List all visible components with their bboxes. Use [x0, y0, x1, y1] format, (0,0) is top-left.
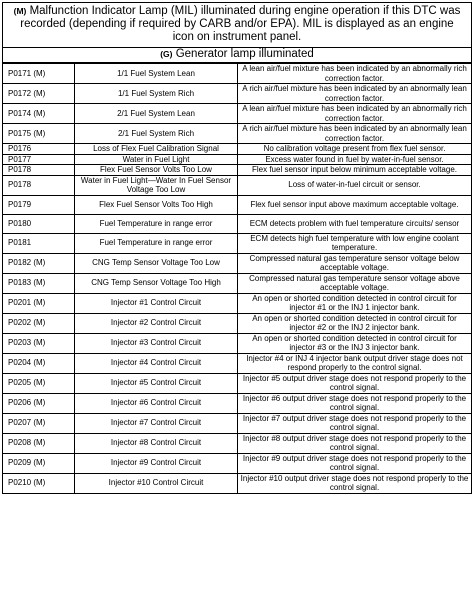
dtc-description: Injector #4 or INJ 4 injector bank output driver stage does not respond properly to the control signal.	[238, 353, 472, 373]
table-row	[3, 175, 472, 195]
dtc-description: Loss of water-in-fuel circuit or sensor.	[238, 175, 472, 195]
dtc-description: Flex fuel sensor input above maximum acceptable voltage.	[238, 195, 472, 214]
dtc-name: Flex Fuel Sensor Volts Too Low	[75, 165, 238, 176]
dtc-name: Injector #8 Control Circuit	[75, 433, 238, 453]
table-row	[3, 273, 472, 293]
table-row	[3, 214, 472, 233]
dtc-code: P0178	[3, 175, 75, 195]
dtc-name: Injector #3 Control Circuit	[75, 333, 238, 353]
dtc-description: An open or shorted condition detected in control circuit for injector #2 or the INJ 2 injector bank.	[238, 313, 472, 333]
dtc-code: P0210 (M)	[3, 473, 75, 493]
dtc-name: Injector #6 Control Circuit	[75, 393, 238, 413]
dtc-description: A rich air/fuel mixture has been indicated by an abnormally lean correction factor.	[238, 84, 472, 104]
dtc-code: P0205 (M)	[3, 373, 75, 393]
dtc-name: Flex Fuel Sensor Volts Too High	[75, 195, 238, 214]
dtc-description: No calibration voltage present from flex fuel sensor.	[238, 144, 472, 155]
dtc-code: P0181	[3, 233, 75, 253]
dtc-code: P0209 (M)	[3, 453, 75, 473]
dtc-code: P0204 (M)	[3, 353, 75, 373]
dtc-code: P0201 (M)	[3, 293, 75, 313]
dtc-code: P0171 (M)	[3, 64, 75, 84]
table-row	[3, 195, 472, 214]
table-row	[3, 165, 472, 176]
table-row	[3, 124, 472, 144]
table-row	[3, 373, 472, 393]
dtc-description: Injector #10 output driver stage does not respond properly to the control signal.	[238, 473, 472, 493]
dtc-description: Compressed natural gas temperature sensor voltage below acceptable voltage.	[238, 253, 472, 273]
table-row	[3, 154, 472, 165]
dtc-name: Fuel Temperature in range error	[75, 214, 238, 233]
dtc-description: A lean air/fuel mixture has been indicated by an abnormally rich correction factor.	[238, 104, 472, 124]
dtc-code: P0175 (M)	[3, 124, 75, 144]
dtc-name: Loss of Flex Fuel Calibration Signal	[75, 144, 238, 155]
dtc-table	[2, 63, 472, 494]
generator-description: Generator lamp illuminated	[175, 48, 314, 60]
dtc-code: P0179	[3, 195, 75, 214]
dtc-code: P0174 (M)	[3, 104, 75, 124]
dtc-name: CNG Temp Sensor Voltage Too High	[75, 273, 238, 293]
dtc-description: A lean air/fuel mixture has been indicated by an abnormally rich correction factor.	[238, 64, 472, 84]
table-row	[3, 353, 472, 373]
table-row	[3, 453, 472, 473]
dtc-name: Injector #1 Control Circuit	[75, 293, 238, 313]
dtc-description: An open or shorted condition detected in control circuit for injector #3 or the INJ 3 injector bank.	[238, 333, 472, 353]
table-row	[3, 84, 472, 104]
generator-tag: (G)	[160, 49, 173, 59]
dtc-description: Injector #7 output driver stage does not respond properly to the control signal.	[238, 413, 472, 433]
dtc-code: P0207 (M)	[3, 413, 75, 433]
table-row	[3, 144, 472, 155]
table-row	[3, 253, 472, 273]
table-row	[3, 293, 472, 313]
dtc-description: Injector #9 output driver stage does not respond properly to the control signal.	[238, 453, 472, 473]
dtc-code: P0206 (M)	[3, 393, 75, 413]
mil-tag: (M)	[13, 6, 27, 16]
mil-legend	[2, 2, 472, 47]
dtc-description: Excess water found in fuel by water-in-fuel sensor.	[238, 154, 472, 165]
table-row	[3, 433, 472, 453]
dtc-description: Flex fuel sensor input below minimum acceptable voltage.	[238, 165, 472, 176]
dtc-description: A rich air/fuel mixture has been indicated by an abnormally lean correction factor.	[238, 124, 472, 144]
dtc-code: P0202 (M)	[3, 313, 75, 333]
dtc-code: P0180	[3, 214, 75, 233]
dtc-description: An open or shorted condition detected in control circuit for injector #1 or the INJ 1 injector bank.	[238, 293, 472, 313]
dtc-description: Compressed natural gas temperature sensor voltage above acceptable voltage.	[238, 273, 472, 293]
table-row	[3, 233, 472, 253]
dtc-name: Fuel Temperature in range error	[75, 233, 238, 253]
dtc-code: P0172 (M)	[3, 84, 75, 104]
dtc-name: Injector #7 Control Circuit	[75, 413, 238, 433]
dtc-name: Injector #4 Control Circuit	[75, 353, 238, 373]
generator-legend	[2, 47, 472, 63]
table-row	[3, 333, 472, 353]
table-row	[3, 413, 472, 433]
dtc-name: 1/1 Fuel System Rich	[75, 84, 238, 104]
dtc-name: Injector #9 Control Circuit	[75, 453, 238, 473]
dtc-name: Water in Fuel Light	[75, 154, 238, 165]
dtc-code: P0178	[3, 165, 75, 176]
dtc-description: ECM detects high fuel temperature with low engine coolant temperature.	[238, 233, 472, 253]
dtc-table-body	[3, 64, 472, 494]
table-row	[3, 393, 472, 413]
table-row	[3, 64, 472, 84]
dtc-name: 1/1 Fuel System Lean	[75, 64, 238, 84]
dtc-code: P0182 (M)	[3, 253, 75, 273]
table-row	[3, 473, 472, 493]
dtc-code: P0176	[3, 144, 75, 155]
dtc-name: Water in Fuel Light—Water In Fuel Sensor Voltage Too Low	[75, 175, 238, 195]
dtc-description: Injector #5 output driver stage does not respond properly to the control signal.	[238, 373, 472, 393]
dtc-description: Injector #6 output driver stage does not respond properly to the control signal.	[238, 393, 472, 413]
dtc-code: P0177	[3, 154, 75, 165]
dtc-document	[2, 2, 472, 494]
dtc-description: Injector #8 output driver stage does not respond properly to the control signal.	[238, 433, 472, 453]
dtc-name: 2/1 Fuel System Lean	[75, 104, 238, 124]
dtc-description: ECM detects problem with fuel temperature circuits/ sensor	[238, 214, 472, 233]
dtc-name: CNG Temp Sensor Voltage Too Low	[75, 253, 238, 273]
dtc-code: P0203 (M)	[3, 333, 75, 353]
dtc-code: P0208 (M)	[3, 433, 75, 453]
dtc-code: P0183 (M)	[3, 273, 75, 293]
dtc-name: Injector #10 Control Circuit	[75, 473, 238, 493]
dtc-name: Injector #5 Control Circuit	[75, 373, 238, 393]
dtc-name: Injector #2 Control Circuit	[75, 313, 238, 333]
mil-description: Malfunction Indicator Lamp (MIL) illuminated during engine operation if this DTC was recorded (depending if required by CARB and/or EPA). MIL is displayed as an engine icon on instrument panel.	[20, 5, 461, 43]
dtc-name: 2/1 Fuel System Rich	[75, 124, 238, 144]
table-row	[3, 313, 472, 333]
table-row	[3, 104, 472, 124]
